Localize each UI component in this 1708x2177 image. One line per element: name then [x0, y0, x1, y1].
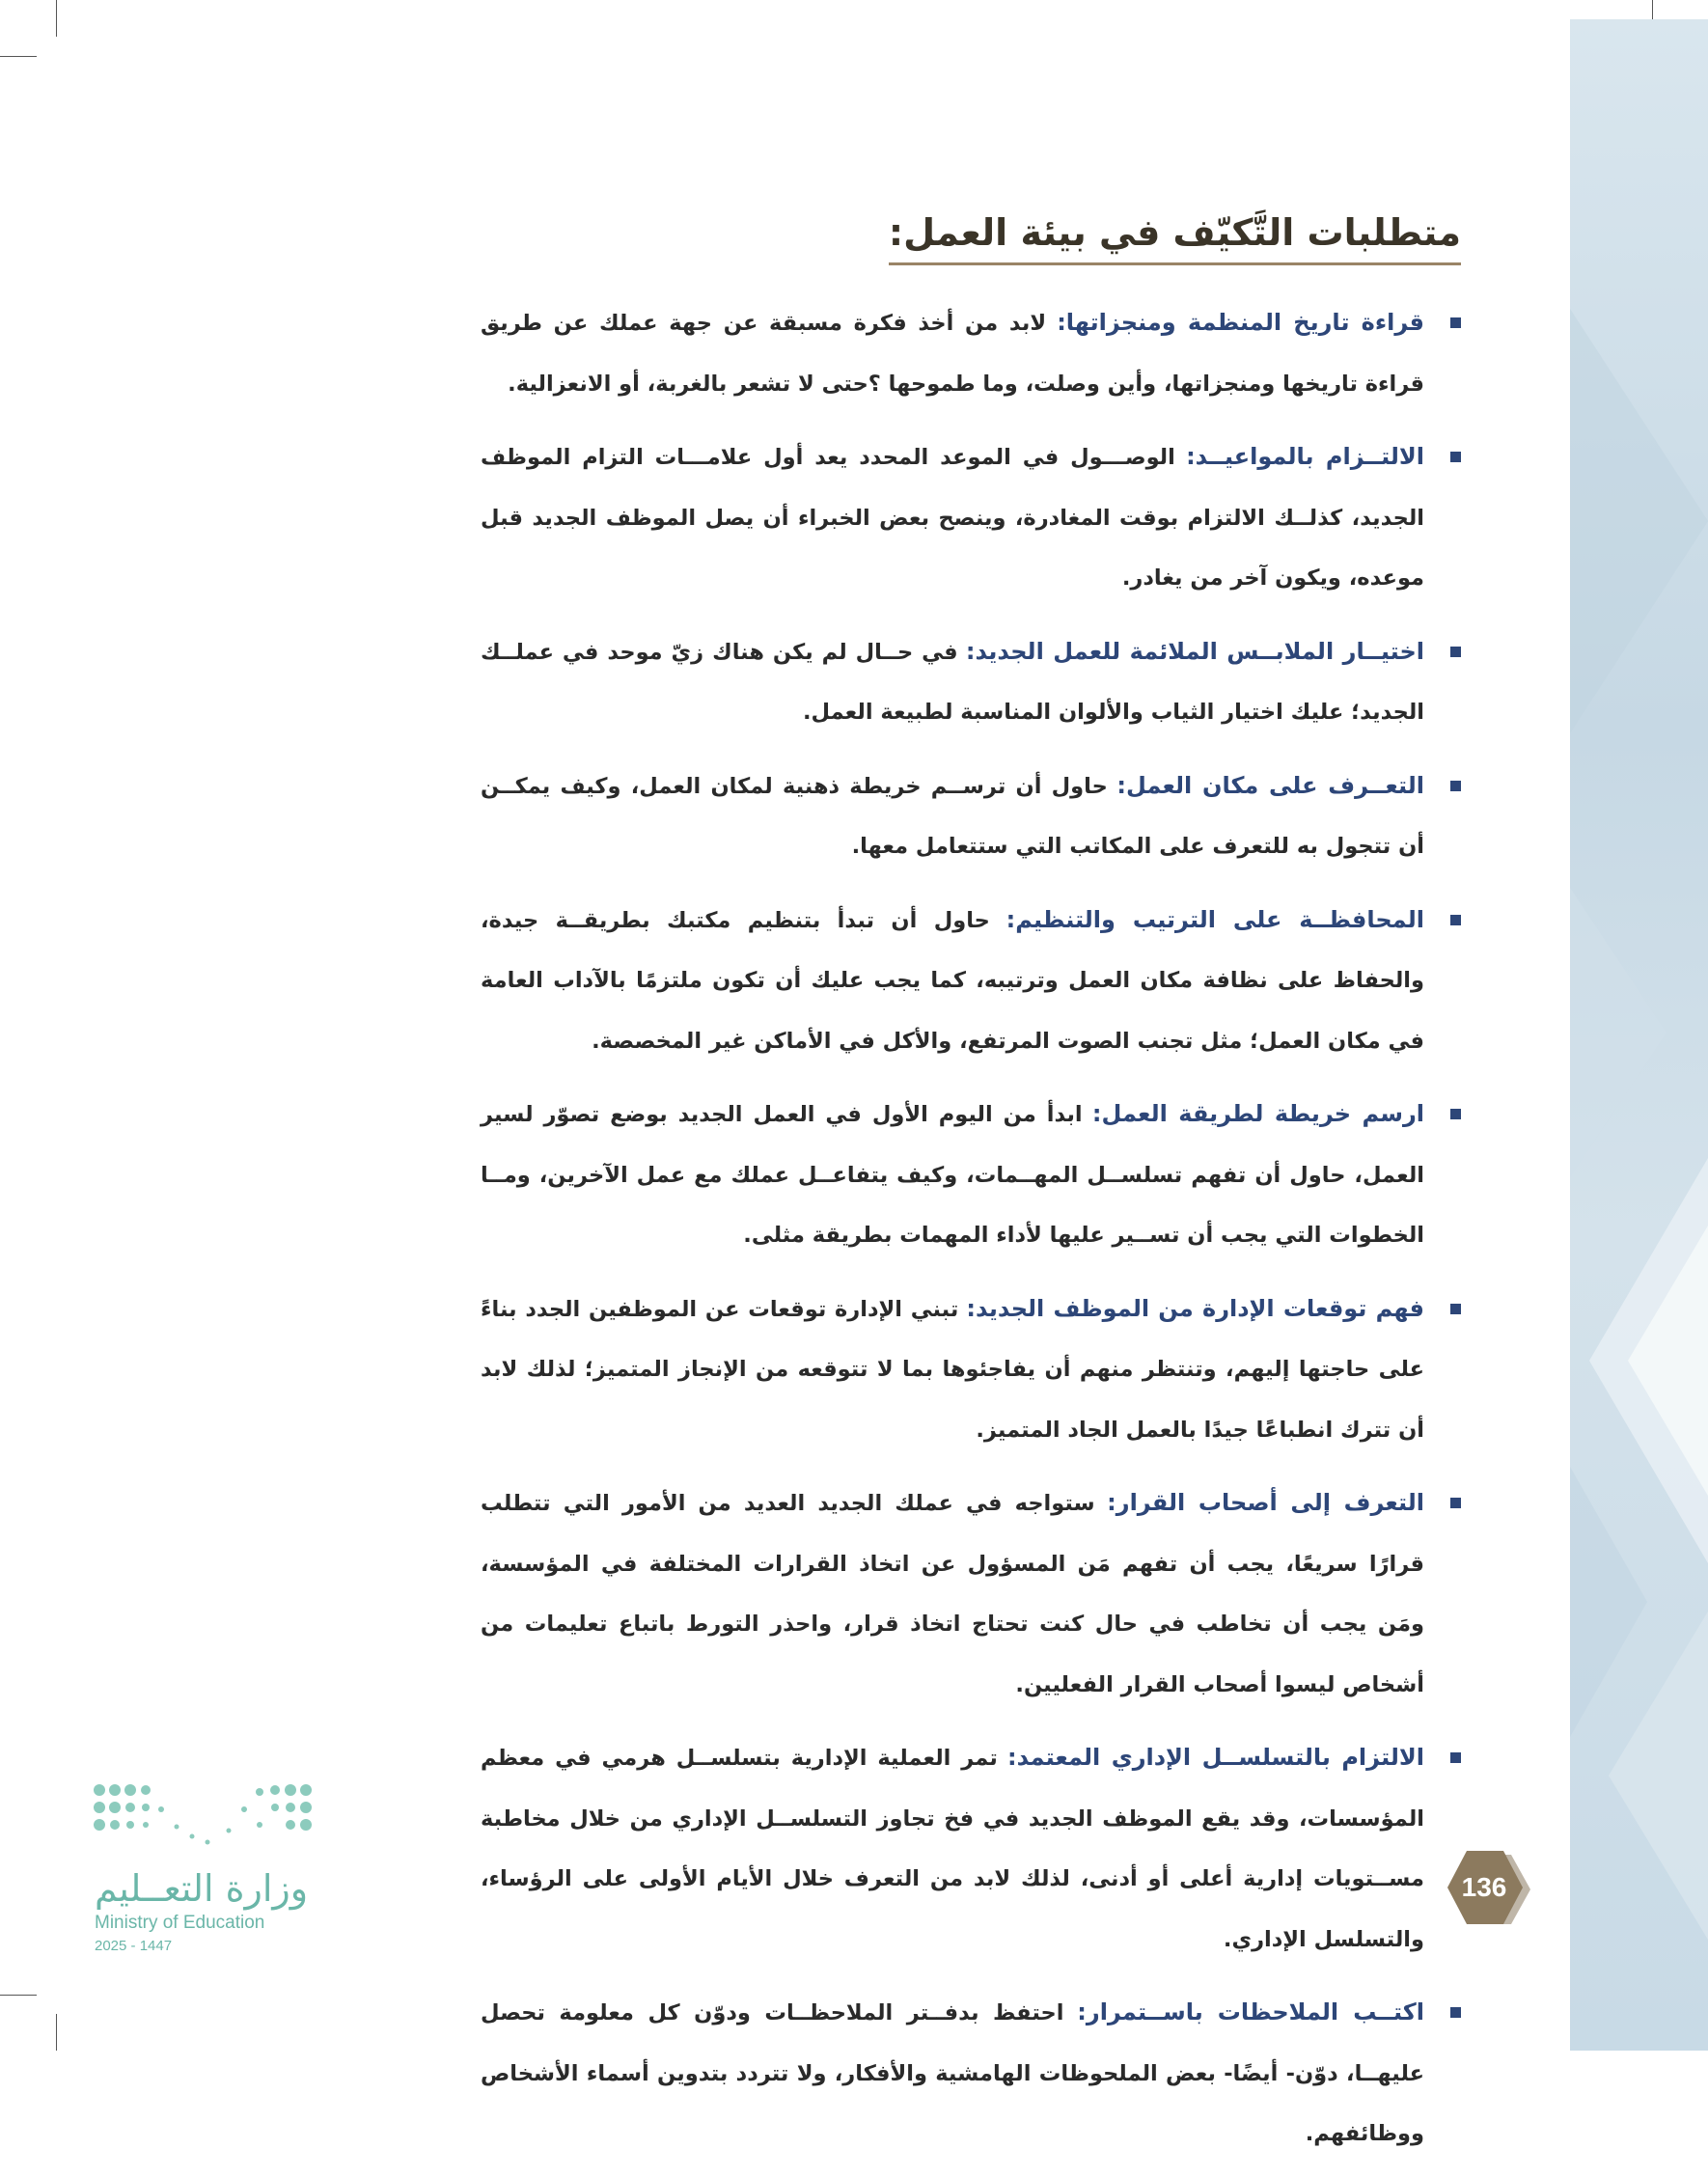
item-desc: تمر العملية الإدارية بتسلســل هرمي في معظم المؤسسات، وقد يقع الموظف الجديد في فخ تجاوز التسلســل الإداري من خلال مخاطبة مســتويات إدارية أعلى أو أدنى، لذلك لابد من التعرف خلال الأيام الأولى على الرؤساء، والتسلسل الإداري. [481, 1746, 1424, 1952]
list-item [481, 756, 1461, 877]
item-desc: الوصـــول في الموعد المحدد يعد أول علامـــات التزام الموظف الجديد، كذلــك الالتزام بوقت المغادرة، وينصح بعض الخبراء أن يصل الموظف الجديد قبل موعده، ويكون آخر من يغادر. [481, 445, 1424, 591]
page-number: 136 [1461, 1872, 1507, 1902]
square-bullet-icon [1450, 781, 1461, 791]
list-item [481, 1727, 1461, 1970]
item-desc: احتفظ بدفــتر الملاحظــات ودوّن كل معلومة تحصل عليهــا، دوّن- أيضًا- بعض الملحوظات الهامشية والأفكار، ولا تتردد بتدوين أسماء الأشخاص ووظائفهم. [481, 2000, 1424, 2146]
list-item [481, 1279, 1461, 1461]
square-bullet-icon [1450, 1752, 1461, 1763]
item-desc: ابدأ من اليوم الأول في العمل الجديد بوضع تصوّر لسير العمل، حاول أن تفهم تسلســل المهــمات، وكيف يتفاعــل عملك مع عمل الآخرين، ومــا الخطوات التي يجب أن تســير عليها لأداء المهمات بطريقة مثلى. [481, 1102, 1424, 1248]
requirements-list [481, 292, 1461, 2177]
crop-mark [0, 56, 37, 57]
item-desc: تبني الإدارة توقعات عن الموظفين الجدد بناءً على حاجتها إليهم، وتنتظر منهم أن يفاجئوها بما لا تتوقعه من الإنجاز المتميز؛ لذلك لابد أن تترك انطباعًا جيدًا بالعمل الجاد المتميز. [481, 1296, 1424, 1443]
item-term: المحافظــة على الترتيب والتنظيم: [1006, 905, 1424, 933]
square-bullet-icon [1450, 1304, 1461, 1314]
square-bullet-icon [1450, 915, 1461, 925]
item-term: اختيــار الملابــس الملائمة للعمل الجديد: [965, 637, 1424, 665]
item-desc: حاول أن ترســم خريطة ذهنية لمكان العمل، وكيف يمكــن أن تتجول به للتعرف على المكاتب التي ستتعامل معها. [481, 773, 1424, 859]
list-item [481, 621, 1461, 743]
square-bullet-icon [1450, 317, 1461, 328]
item-term: الالتــزام بالمواعيــد: [1186, 443, 1424, 470]
list-item [481, 427, 1461, 609]
item-term: فهم توقعات الإدارة من الموظف الجديد: [966, 1294, 1424, 1322]
item-term: قراءة تاريخ المنظمة ومنجزاتها: [1057, 309, 1424, 336]
square-bullet-icon [1450, 647, 1461, 657]
list-item [481, 292, 1461, 414]
ministry-logo-dots-icon [92, 1780, 314, 1858]
item-desc: في حــال لم يكن هناك زيّ موحد في عملــك الجديد؛ عليك اختيار الثياب والألوان المناسبة لطبيعة العمل. [481, 639, 1424, 725]
item-term: التعرف إلى أصحاب القرار: [1107, 1489, 1424, 1516]
ministry-name-arabic: وزارة التعــليم [95, 1867, 309, 1910]
section-heading: متطلبات التَّكيّف في بيئة العمل: [889, 205, 1461, 265]
square-bullet-icon [1450, 452, 1461, 462]
crop-mark [0, 1995, 37, 1996]
geometric-pattern-icon [1570, 19, 1708, 2051]
square-bullet-icon [1450, 1498, 1461, 1508]
ministry-name-english: Ministry of Education [95, 1913, 265, 1933]
crop-mark [56, 2014, 57, 2051]
square-bullet-icon [1450, 2007, 1461, 2018]
ministry-year: 2025 - 1447 [95, 1938, 173, 1954]
item-desc: لابد من أخذ فكرة مسبقة عن جهة عملك عن طريق قراءة تاريخها ومنجزاتها، وأين وصلت، وما طموحها ؟حتى لا تشعر بالغربة، أو الانعزالية. [481, 311, 1424, 397]
list-item [481, 1084, 1461, 1266]
item-term: التعــرف على مكان العمل: [1116, 771, 1425, 799]
list-item [481, 1982, 1461, 2164]
list-item [481, 1473, 1461, 1715]
item-desc: ستواجه في عملك الجديد العديد من الأمور التي تتطلب قرارًا سريعًا، يجب أن تفهم مَن المسؤول عن اتخاذ القرارات المختلفة في المؤسسة، ومَن يجب أن تخاطب في حال كنت تحتاج اتخاذ قرار، واحذر التورط باتباع تعليمات من أشخاص ليسوا أصحاب القرار الفعليين. [481, 1491, 1424, 1697]
section-heading-wrap [889, 205, 1461, 265]
list-item [481, 890, 1461, 1072]
item-term: اكتــب الملاحظات باســتمرار: [1077, 1998, 1424, 2025]
page-number-badge [1444, 1849, 1530, 1926]
item-term: ارسم خريطة لطريقة العمل: [1091, 1100, 1425, 1127]
square-bullet-icon [1450, 1109, 1461, 1119]
item-desc: حاول أن تبدأ بتنظيم مكتبك بطريقــة جيدة، والحفاظ على نظافة مكان العمل وترتيبه، كما يجب عليك أن تكون ملتزمًا بالآداب العامة في مكان العمل؛ مثل تجنب الصوت المرتفع، والأكل في الأماكن غير المخصصة. [481, 907, 1424, 1054]
item-term: الالتزام بالتسلســل الإداري المعتمد: [1007, 1744, 1424, 1771]
decorative-side-panel [1570, 19, 1708, 2051]
crop-mark [56, 0, 57, 37]
